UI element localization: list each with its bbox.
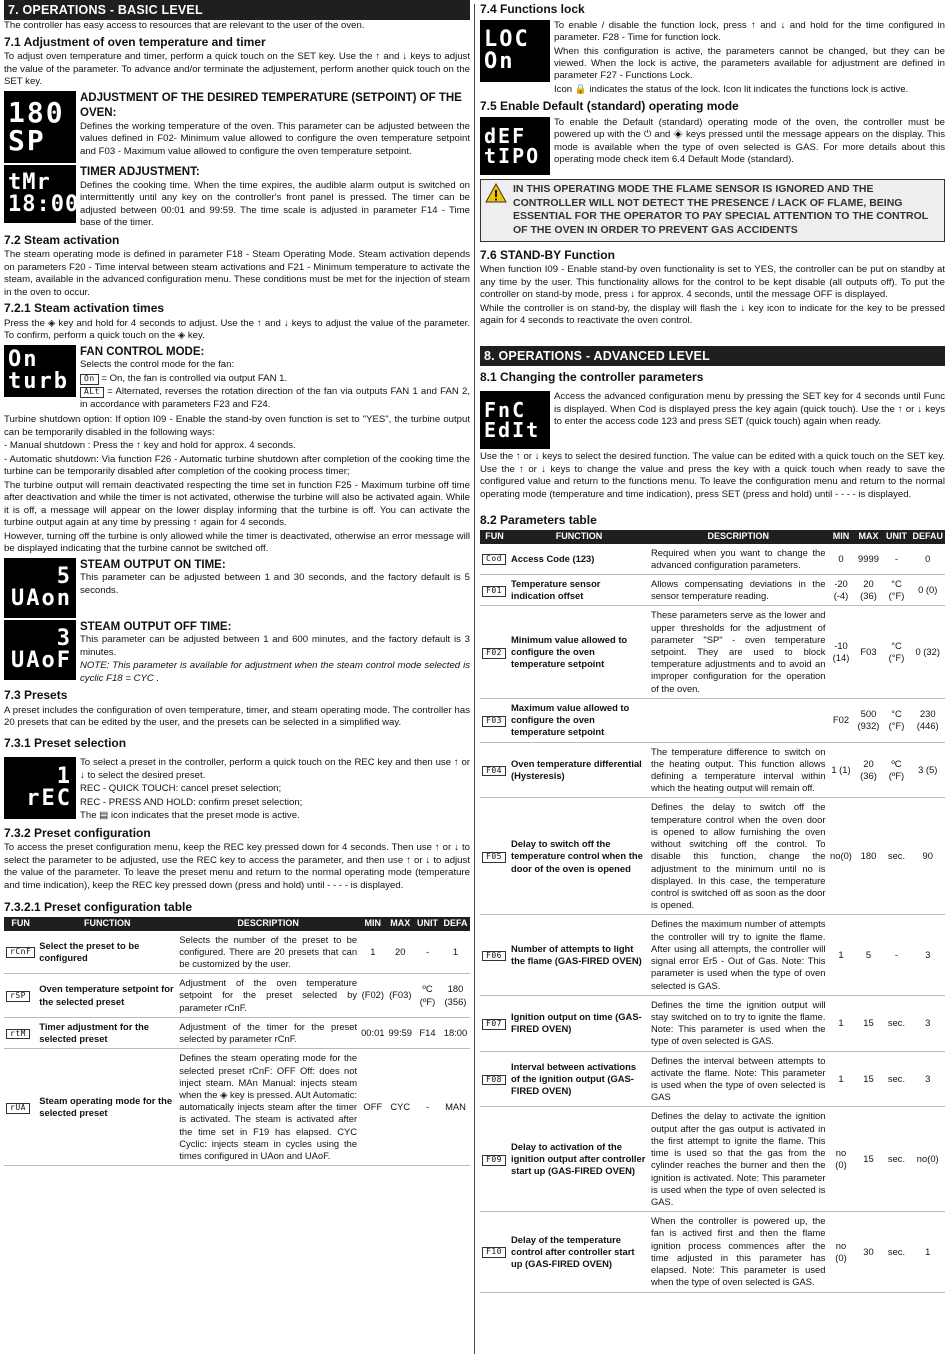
param-max: 9999 [854, 544, 882, 575]
setpoint-text: Defines the working temperature of the oven. This parameter can be adjusted between the values defined in F02- Minimum value allowed to configure the oven temperature setpoint and F03 - Maximum value allowed to configure the oven temperature setpoint. [80, 120, 470, 157]
param-function: Interval between activations of the ignition output (GAS-FIRED OVEN) [509, 1051, 649, 1107]
param-unit: °C (°F) [882, 606, 910, 699]
param-max: (F03) [387, 974, 414, 1018]
param-max: 15 [854, 1051, 882, 1107]
param-unit: °C (°F) [882, 698, 910, 742]
table-row [480, 1107, 945, 1212]
param-unit: ºC (ºF) [882, 742, 910, 798]
parameters-table [480, 530, 945, 1293]
section-7-3-1-title: 7.3.1 Preset selection [4, 735, 127, 750]
param-min: 1 (1) [827, 742, 854, 798]
section-7-3-2-title: 7.3.2 Preset configuration [4, 825, 151, 840]
param-min: F02 [827, 698, 854, 742]
param-function: Oven temperature setpoint for the selected preset [37, 974, 177, 1018]
param-table-header: FUN [480, 530, 509, 544]
param-code: F07 [482, 1019, 506, 1030]
section-7-2-title: 7.2 Steam activation [4, 232, 120, 247]
section-8-2-title: 8.2 Parameters table [480, 513, 597, 528]
steam-on-caption: STEAM OUTPUT ON TIME: [80, 558, 226, 571]
section-7-intro: The controller has easy access to resources that are relevant to the user of the oven. [4, 20, 365, 32]
section-7-2-1-title: 7.2.1 Steam activation times [4, 301, 165, 315]
param-unit: sec. [882, 1107, 910, 1212]
param-max: 99:59 [387, 1017, 414, 1048]
param-unit: sec. [882, 798, 910, 915]
section-7-header: 7. OPERATIONS - BASIC LEVEL [4, 0, 470, 20]
timer-display: tMr 18:00 [4, 165, 76, 223]
param-min: 1 [827, 995, 854, 1051]
table-row [4, 931, 470, 974]
param-description: Defines the delay to activate the ignition output after the gas output is activated in the first attempt to ignite the flame. This time is used so that the gas from the cylinder reaches the burner and then the ignition is activated. Note: This parameter is used when the type of oven selected is GAS. [649, 1107, 827, 1212]
lock-text-3: Icon 🔒 indicates the status of the lock. Icon lit indicates the functions lock is active. [554, 83, 909, 95]
turbine-text: Turbine shutdown option: If option I09 - Enable the stand-by oven function is set to "YES", the turbine output can be temporarily disabled in the following ways: [4, 414, 470, 438]
param-function: Delay to activation of the ignition output after controller start up (GAS-FIRED OVEN) [509, 1107, 649, 1212]
param-min: 1 [827, 915, 854, 995]
section-7-2-text: The steam operating mode is defined in parameter F18 - Steam Operating Mode. Steam activation depends on parameters F20 - Time interval between steam activations and F21 - Minimum temperature to activate the steam, available in the advanced configuration menu. These conditions must be met for the injection of steam in the oven to occur. [4, 249, 470, 298]
param-description: Selects the number of the preset to be configured. There are 20 presets that can be customized by the user. [177, 931, 359, 974]
table-row [480, 798, 945, 915]
param-min: no(0) [827, 798, 854, 915]
param-default: 0 (32) [910, 606, 945, 699]
param-min: no (0) [827, 1212, 854, 1292]
section-7-3-title: 7.3 Presets [4, 688, 68, 703]
param-max: 5 [854, 915, 882, 995]
param-function: Steam operating mode for the selected preset [37, 1049, 177, 1166]
param-unit: - [882, 544, 910, 575]
param-description: Required when you want to change the advanced configuration parameters. [649, 544, 827, 575]
left-column [4, 0, 470, 1358]
table-row [480, 915, 945, 995]
fan-line-1: Selects the control mode for the fan: [80, 359, 235, 371]
param-function: Temperature sensor indication offset [509, 574, 649, 605]
section-7-3-2-1-title: 7.3.2.1 Preset configuration table [4, 900, 193, 915]
table-row [4, 1049, 470, 1166]
preset-config-table [4, 917, 470, 1166]
param-description: The temperature difference to switch on the heating output. This function allows defining a temperature interval within which the heating output will remain off. [649, 742, 827, 798]
param-code: F10 [482, 1247, 506, 1258]
lock-text-2: When this configuration is active, the parameters cannot be changed, but they can be viewed. When the lock is active, the parameters available for adjustment are defined in parameter F27 - Functions Lock. [554, 45, 945, 82]
section-7-6-title: 7.6 STAND-BY Function [480, 247, 615, 262]
param-table-header: UNIT [882, 530, 910, 544]
param-unit: - [882, 915, 910, 995]
param-description: Adjustment of the timer for the preset selected by parameter rCnF. [177, 1017, 359, 1048]
param-default: 3 (5) [910, 742, 945, 798]
param-function: Delay of the temperature control after controller start up (GAS-FIRED OVEN) [509, 1212, 649, 1292]
param-unit: sec. [882, 1051, 910, 1107]
functions-display: FnC EdIt [480, 391, 550, 449]
param-default: 90 [910, 798, 945, 915]
steam-off-text: This parameter can be adjusted between 1 and 600 minutes, and the factory default is 3 minutes. [80, 634, 470, 658]
section-8-1-title: 8.1 Changing the controller parameters [480, 369, 704, 384]
functions-text-2: Use the ↑ or ↓ keys to select the desired function. The value can be edited with a quick touch on the SET key. Use the ↑ or ↓ keys to change the value and press the key with a quick touch when ready to save the configured value and return to the functions menu. To leave the configuration menu and return to the normal operating mode (temperature and time indication), press SET (press and hold) until - - - - is displayed. [480, 451, 945, 500]
table-row [480, 995, 945, 1051]
lock-display: LOC On [480, 20, 550, 82]
param-max: 15 [854, 1107, 882, 1212]
section-7-2-1-text: Press the ◈ key and hold for 4 seconds to adjust. Use the ↑ and ↓ keys to adjust the value of the parameter. To confirm, perform a quick touch on the ◈ key. [4, 317, 470, 342]
param-description: These parameters serve as the lower and upper thresholds for the adjustment of parameter "SP" - oven temperature setpoint. They are used to block temperature adjustments and to avoid an improper configuration for the operation of the oven. [649, 606, 827, 699]
param-code: rCnF [6, 947, 35, 958]
param-description: Defines the maximum number of attempts the controller will try to ignite the flame. After using all attempts, the controller will signal error Er5 - Out of Gas. Note: This parameter is used when the type of oven selected is GAS. [649, 915, 827, 995]
param-default: 18:00 [441, 1017, 470, 1048]
setpoint-caption: ADJUSTMENT OF THE DESIRED TEMPERATURE (SETPOINT) OF THE OVEN: [80, 91, 462, 119]
steam-off-note: NOTE: This parameter is available for adjustment when the steam control mode selected is cyclic F18 = CYC . [80, 660, 470, 684]
timer-caption: TIMER ADJUSTMENT: [80, 165, 200, 178]
preset-table-header: DEFA [441, 917, 470, 931]
param-code: rUA [6, 1103, 30, 1114]
param-description: Allows compensating deviations in the sensor temperature reading. [649, 574, 827, 605]
param-unit: sec. [882, 995, 910, 1051]
param-unit: ºC (ºF) [414, 974, 441, 1018]
param-default: MAN [441, 1049, 470, 1166]
setpoint-block [4, 91, 470, 163]
param-code: F02 [482, 648, 506, 659]
preset-table-header: FUN [4, 917, 37, 931]
param-code: F05 [482, 852, 506, 863]
preset-table-header: UNIT [414, 917, 441, 931]
steam-on-block [4, 558, 470, 618]
default-text: To enable the Default (standard) operating mode of the oven, the controller must be powered up with the ⏻ and ◈ keys pressed until the message appears on the display. This mode is available when the type of oven selected is GAS. For more details about this operating mode check item 6.4 Default Mode (standard). [554, 117, 945, 166]
param-code: F04 [482, 766, 506, 777]
param-max: 20 (36) [854, 742, 882, 798]
preset-table-header: MIN [359, 917, 386, 931]
fan-tag-on: On [80, 374, 99, 385]
param-max: CYC [387, 1049, 414, 1166]
param-min: 0 [827, 544, 854, 575]
preset-line-4: The ▤ icon indicates that the preset mode is active. [80, 810, 300, 822]
table-row [480, 1212, 945, 1292]
param-description: Defines the time the ignition output will stay switched on to try to ignite the flame. Note: This parameter is used when the type of oven selected is GAS. [649, 995, 827, 1051]
param-default: no(0) [910, 1107, 945, 1212]
auto-shutdown-text: - Automatic shutdown: Via function F26 - Automatic turbine shutdown after completion of the cooking time the turbine can be temporarily disabled after completion of the cooking process timer; [4, 453, 470, 478]
param-code: F09 [482, 1155, 506, 1166]
param-default: 0 (0) [910, 574, 945, 605]
default-display: dEF tIPO [480, 117, 550, 175]
preset-table-header: FUNCTION [37, 917, 177, 931]
param-min: 1 [359, 931, 386, 974]
param-max: 20 [387, 931, 414, 974]
param-min: no (0) [827, 1107, 854, 1212]
fan-tag-alt: ALt [80, 387, 104, 398]
param-max: 180 [854, 798, 882, 915]
param-default: 230 (446) [910, 698, 945, 742]
steam-off-caption: STEAM OUTPUT OFF TIME: [80, 620, 232, 633]
param-code: F06 [482, 951, 506, 962]
param-function: Access Code (123) [509, 544, 649, 575]
param-table-header: DEFAU [910, 530, 945, 544]
lock-text: To enable / disable the function lock, press ↑ and ↓ and hold for the time configured in parameter. F28 - Time for function lock. [554, 19, 945, 44]
fan-caption: FAN CONTROL MODE: [80, 345, 205, 358]
fan-line-3: = Alternated, reverses the rotation direction of the fan via outputs FAN 1 and FAN 2, in accordance with parameters F23 and F24. [80, 386, 470, 410]
param-description: Defines the delay to switch off the temperature control when the oven door is opened to allow furnishing the oven without switching off the control. To disable this function, change the adjustment to the minimum until no is displayed. In this case, the temperature control is switched off as soon as the door is opened. [649, 798, 827, 915]
param-description: Adjustment of the oven temperature setpoint for the preset selected by parameter rCnF. [177, 974, 359, 1018]
preset-display: 1 rEC [4, 757, 76, 819]
functions-block [480, 391, 945, 449]
fan-block [4, 345, 470, 413]
param-unit: - [414, 931, 441, 974]
section-7-5-title: 7.5 Enable Default (standard) operating mode [480, 99, 739, 114]
param-default: 1 [441, 931, 470, 974]
param-function: Oven temperature differential (Hysteresis) [509, 742, 649, 798]
param-description: Defines the interval between attempts to activate the flame. Note: This parameter is used when the type of oven selected is GAS [649, 1051, 827, 1107]
section-7-1-title: 7.1 Adjustment of oven temperature and timer [4, 34, 266, 49]
param-table-header: MAX [854, 530, 882, 544]
param-code: rtM [6, 1029, 30, 1040]
param-function: Delay to switch off the temperature control when the door of the oven is opened [509, 798, 649, 915]
param-default: 1 [910, 1212, 945, 1292]
param-code: Cod [482, 554, 506, 565]
manual-shutdown-text: - Manual shutdown : Press the ↑ key and hold for approx. 4 seconds. [4, 440, 296, 452]
param-max: 30 [854, 1212, 882, 1292]
section-7-1-text: To adjust oven temperature and timer, perform a quick touch on the SET key. Use the ↑ and ↓ keys to adjust the value of the parameter. To advance and/or terminate the adjustement, perform another quick touch on the SET key. [4, 51, 470, 88]
param-default: 0 [910, 544, 945, 575]
table-row [480, 544, 945, 575]
default-block [480, 117, 945, 175]
section-7-4-title: 7.4 Functions lock [480, 2, 585, 16]
param-function: Number of attempts to light the flame (GAS-FIRED OVEN) [509, 915, 649, 995]
preset-line-1: To select a preset in the controller, perform a quick touch on the REC key and then use ↑ or ↓ to select the desired preset. [80, 757, 470, 781]
param-description: Defines the steam operating mode for the selected preset rCnF: OFF Off: does not inject steam. MAn Manual: injects steam when the ◈ key is pressed. AUt Automatic: automatically injects steam after the timer is activated. The steam is activated after the time set in F19 has elapsed. CYC Cyclic: injects steam in cycles using the times configured in UAon and UAoF. [177, 1049, 359, 1166]
table-row [4, 1017, 470, 1048]
column-divider [474, 4, 475, 1354]
preset-block [4, 757, 470, 823]
table-row [4, 974, 470, 1018]
param-max: 15 [854, 995, 882, 1051]
turbine-text-3: However, turning off the turbine is only allowed while the timer is deactivated, otherwise an error message will be displayed indicating that the turbine cannot be switched off. [4, 530, 470, 555]
param-function: Maximum value allowed to configure the oven temperature setpoint [509, 698, 649, 742]
param-unit: °C (°F) [882, 574, 910, 605]
param-description: When the controller is powered up, the fan is actived first and then the flame ignition process commences after the time adjusted in this parameter has elapsed. Note: This parameter is used when the type of oven selected is GAS. [649, 1212, 827, 1292]
param-function: Ignition output on time (GAS-FIRED OVEN) [509, 995, 649, 1051]
param-table-header: FUNCTION [509, 530, 649, 544]
param-code: rSP [6, 991, 30, 1002]
steam-on-text: This parameter can be adjusted between 1 and 30 seconds, and the factory default is 5 seconds. [80, 572, 470, 596]
preset-line-3: REC - PRESS AND HOLD: confirm preset selection; [80, 796, 303, 808]
param-max: 20 (36) [854, 574, 882, 605]
lock-block [480, 20, 945, 98]
param-description [649, 698, 827, 742]
preset-table-header: DESCRIPTION [177, 917, 359, 931]
turbine-text-2: The turbine output will remain deactivated respecting the time set in function F25 - Maximum turbine off time after deactivation and while the timer is not activated, otherwise the turbine will also be activated again. While it is off, a message will appear on the lower display informing that the turbine is off. You can activate the turbine output again at any time by pressing ↑ again for 4 seconds. [4, 479, 470, 529]
table-row [480, 698, 945, 742]
param-min: OFF [359, 1049, 386, 1166]
section-8-header: 8. OPERATIONS - ADVANCED LEVEL [480, 346, 945, 366]
standby-text: When function I09 - Enable stand-by oven functionality is set to YES, the controller can be put on standby at any time by the user. This functionality allows for the control to be kept disable (all outputs off). To put the controller on stand-by mode, press ↓ for approx. 4 seconds, until the message OFF is displayed. [480, 264, 945, 301]
steam-off-block [4, 620, 470, 687]
warning-box [480, 179, 945, 242]
param-function: Select the preset to be configured [37, 931, 177, 974]
param-code: F01 [482, 586, 506, 597]
fan-display: On turb [4, 345, 76, 397]
table-row [480, 606, 945, 699]
table-row [480, 1051, 945, 1107]
right-column [480, 0, 945, 1358]
param-default: 3 [910, 915, 945, 995]
warning-icon [485, 183, 507, 203]
param-min: 1 [827, 1051, 854, 1107]
steam-on-display: 5 UAon [4, 558, 76, 618]
param-unit: sec. [882, 1212, 910, 1292]
param-code: F08 [482, 1075, 506, 1086]
param-max: F03 [854, 606, 882, 699]
param-min: (F02) [359, 974, 386, 1018]
standby-text-2: While the controller is on stand-by, the display will flash the ↓ key icon to indicate for the key to be pressed again for 4 seconds to reactivate the oven control. [480, 302, 945, 327]
param-table-header: MIN [827, 530, 854, 544]
functions-text: Access the advanced configuration menu by pressing the SET key for 4 seconds until Func is displayed. When Cod is displayed press the key again (quick touch). Use the ↑ or ↓ keys to enter the access code 123 and press SET (quick touch) again when ready. [554, 391, 945, 428]
table-row [480, 574, 945, 605]
param-min: 00:01 [359, 1017, 386, 1048]
warning-text: IN THIS OPERATING MODE THE FLAME SENSOR IS IGNORED AND THE CONTROLLER WILL NOT DETECT THE PRESENCE / LACK OF FLAME, BEING ESSENTIAL FOR THE OPERATOR TO PAY SPECIAL ATTENTION TO THE CONTROL OF THE OVEN IN ORDER TO PREVENT GAS ACCIDENTS [513, 183, 928, 236]
param-function: Timer adjustment for the selected preset [37, 1017, 177, 1048]
setpoint-display: 180 SP [4, 91, 76, 163]
section-7-3-text: A preset includes the configuration of oven temperature, timer, and steam operating mode. The controller has 20 presets that can be edited by the user, and the presets can be selected in a simplified way. [4, 704, 470, 729]
param-min: -10 (14) [827, 606, 854, 699]
param-unit: - [414, 1049, 441, 1166]
param-function: Minimum value allowed to configure the oven temperature setpoint [509, 606, 649, 699]
param-max: 500 (932) [854, 698, 882, 742]
param-unit: F14 [414, 1017, 441, 1048]
steam-off-display: 3 UAoF [4, 620, 76, 680]
param-default: 3 [910, 995, 945, 1051]
preset-line-2: REC - QUICK TOUCH: cancel preset selection; [80, 783, 282, 795]
param-min: -20 (-4) [827, 574, 854, 605]
timer-text: Defines the cooking time. When the time expires, the audible alarm output is switched on intermittently until any key on the controller's front panel is pressed. The timer can be adjusted between 00:01 and 99:59. The time scale is adjusted in parameter F14 - Time base of the timer. [80, 179, 470, 229]
param-table-header: DESCRIPTION [649, 530, 827, 544]
preset-table-header: MAX [387, 917, 414, 931]
param-default: 3 [910, 1051, 945, 1107]
param-default: 180 (356) [441, 974, 470, 1018]
table-row [480, 742, 945, 798]
fan-line-2: = On, the fan is controlled via output FAN 1. [101, 372, 288, 384]
timer-block [4, 165, 470, 231]
param-code: F03 [482, 716, 506, 727]
section-7-3-2-text: To access the preset configuration menu, keep the REC key pressed down for 4 seconds. Then use ↑ or ↓ to select the parameter to be adjusted, use the REC key to access the parameter, and then use ↑ or ↓ to adjust the value of the parameter. To leave the preset menu and return to the normal operating mode (temperature and time indication), keep the REC key pressed down (press and hold) until - - - - is displayed. [4, 842, 470, 891]
